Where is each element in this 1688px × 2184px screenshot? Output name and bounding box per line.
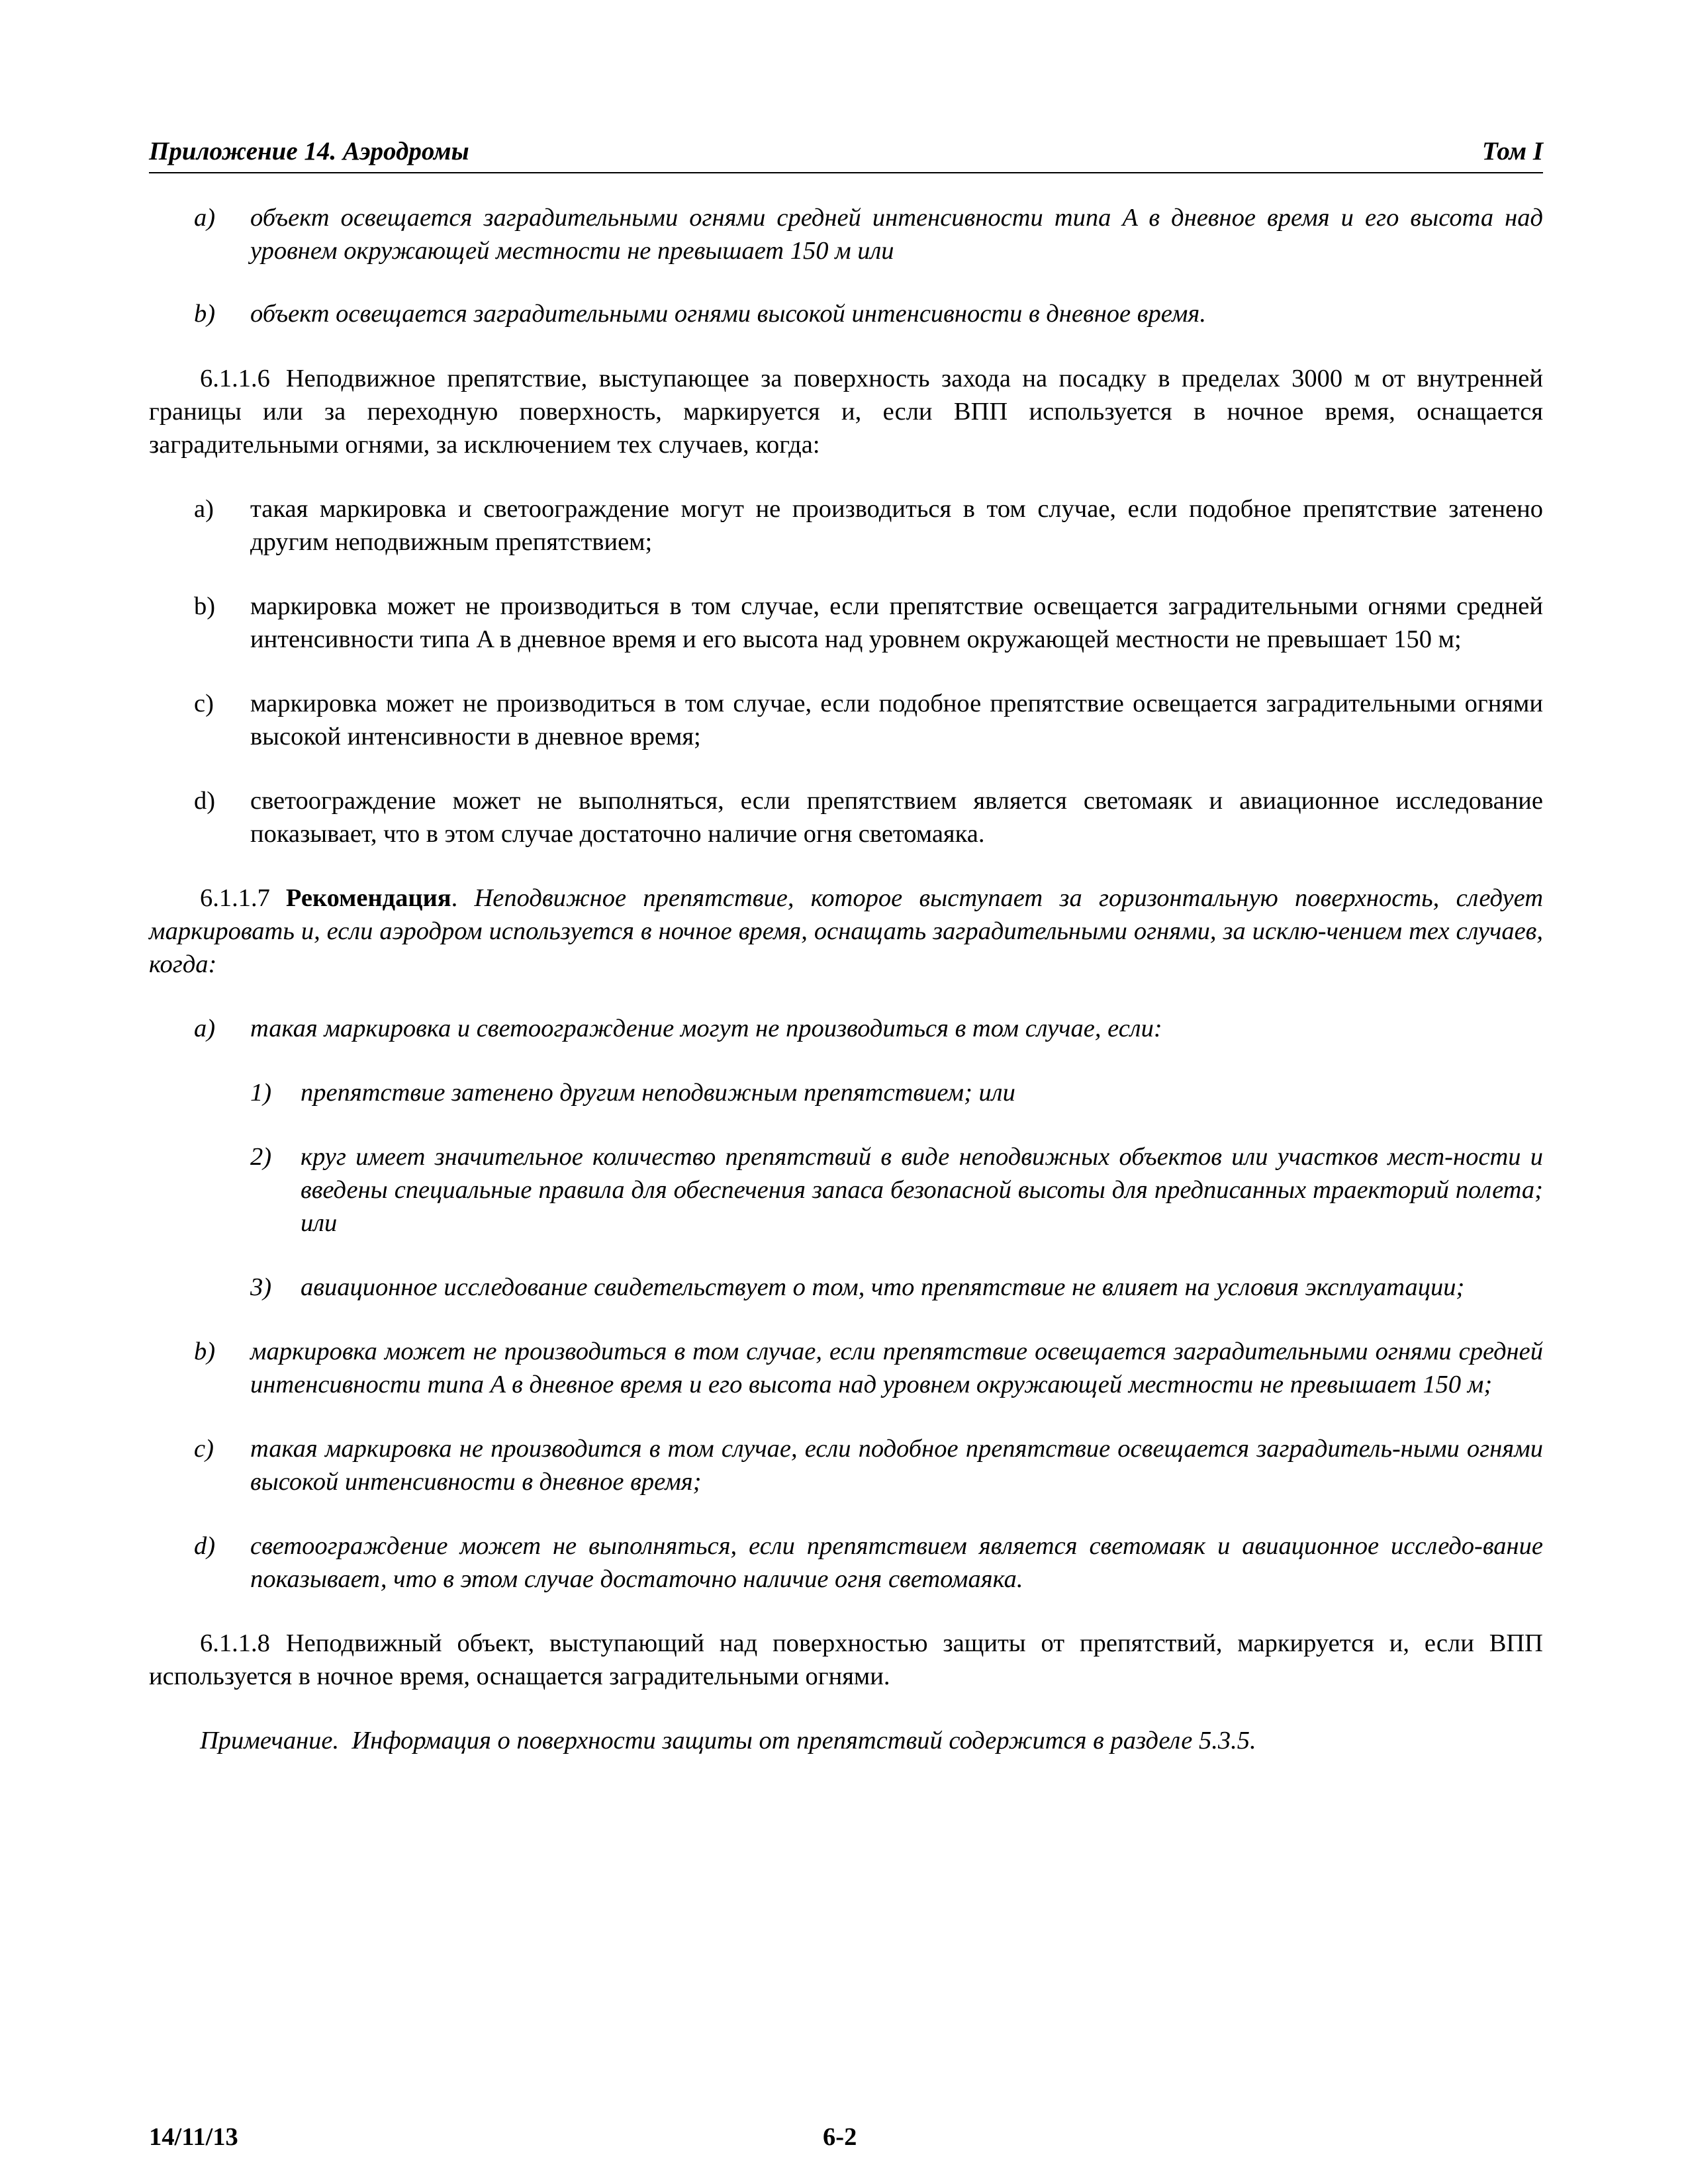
list-item-text: объект освещается заградительными огнями средней интенсивности типа A в дневное время и его высота над уровнем окружающей местности не превышает 150 м или [250, 204, 1543, 265]
list-item-text: такая маркировка не производится в том случае, если подобное препятствие освещается заградитель-ными огнями высокой интенсивности в дневное время; [250, 1435, 1543, 1496]
note-label: Примечание. [200, 1727, 340, 1754]
sub-list-item-label: 3) [250, 1273, 272, 1301]
list-item [149, 297, 1543, 330]
list-item-text: объект освещается заградительными огнями высокой интенсивности в дневное время. [250, 300, 1206, 328]
list-item [149, 687, 1543, 753]
list-item-label: b) [194, 300, 216, 328]
list-item [149, 492, 1543, 559]
list-item-text: светоограждение может не выполняться, если препятствием является светомаяк и авиационное исследо-вание показывает, что в этом случае достаточно наличие огня светомаяка. [250, 1532, 1543, 1593]
sub-list-item-label: 1) [250, 1079, 272, 1107]
list-item-label: a) [194, 495, 214, 523]
list-item-text: маркировка может не производиться в том случае, если препятствие освещается заградительными огнями средней интенсивности типа A в дневное время и его высота над уровнем окружающей местности не превышает 150 м; [250, 1338, 1543, 1398]
list-item-label: a) [194, 1015, 216, 1042]
note-text: Информация о поверхности защиты от препятствий содержится в разделе 5.3.5. [352, 1727, 1256, 1754]
list-item-label: a) [194, 204, 216, 232]
page-header [149, 132, 1543, 173]
paragraph-text: Неподвижное препятствие, которое выступает за горизонтальную поверхность, следует маркировать и, если аэродром используется в ночное время, оснащать заградительными огнями, за исклю-чением тех случаев, когда: [149, 884, 1543, 978]
recommendation-label: Рекомендация [285, 884, 451, 912]
sub-list-item-text: круг имеет значительное количество препятствий в виде неподвижных объектов или участков мест-ности и введены специальные правила для обеспечения запаса безопасной высоты для предписанных траекторий полета; или [301, 1143, 1543, 1237]
list-item-text: маркировка может не производиться в том случае, если подобное препятствие освещается заградительными огнями высокой интенсивности в дневное время; [250, 690, 1543, 751]
list-item [149, 201, 1543, 267]
list-item-label: c) [194, 1435, 214, 1463]
sub-list-item-text: препятствие затенено другим неподвижным препятствием; или [301, 1079, 1015, 1107]
paragraph-6-1-1-7: 6.1.1.7 Рекомендация. Неподвижное препятствие, которое выступает за горизонтальную поверхность, следует маркировать и, если аэродром используется в ночное время, оснащать заградительными огнями, за исклю-чением тех случаев, когда: [149, 884, 1543, 978]
list-item [149, 784, 1543, 850]
header-document-title: Приложение 14. Аэродромы [149, 137, 469, 165]
paragraph-number: 6.1.1.7 [200, 884, 270, 912]
paragraph-text: Неподвижное препятствие, выступающее за поверхность захода на посадку в пределах 3000 м от внутренней границы или за переходную поверхность, маркируется и, если ВПП используется в ночное время, оснащается заградительными огнями, за исключением тех случаев, когда: [149, 365, 1543, 459]
list-item-text: такая маркировка и светоограждение могут не производиться в том случае, если подобное препятствие затенено другим неподвижным препятствием; [250, 495, 1543, 556]
footer-date: 14/11/13 [149, 2123, 238, 2151]
header-volume: Том I [1481, 137, 1543, 165]
list-item [149, 1012, 1543, 1045]
list-item-label: c) [194, 690, 214, 717]
paragraph-number: 6.1.1.6 [200, 365, 270, 392]
paragraph-number: 6.1.1.8 [200, 1629, 270, 1657]
sub-list-item [149, 1076, 1543, 1109]
list-item [149, 1432, 1543, 1498]
sub-list-item-label: 2) [250, 1143, 272, 1171]
paragraph-text: Неподвижный объект, выступающий над поверхностью защиты от препятствий, маркируется и, если ВПП используется в ночное время, оснащается заградительными огнями. [149, 1629, 1543, 1690]
page-body [149, 201, 1543, 1757]
list-item [149, 1335, 1543, 1401]
sub-list-item [149, 1271, 1543, 1304]
list-item-text: такая маркировка и светоограждение могут не производиться в том случае, если: [250, 1015, 1162, 1042]
document-page [149, 0, 1543, 2184]
list-item-text: маркировка может не производиться в том случае, если препятствие освещается заградительными огнями средней интенсивности типа A в дневное время и его высота над уровнем окружающей местности не превышает 150 м; [250, 592, 1543, 653]
sub-list-item-text: авиационное исследование свидетельствует о том, что препятствие не влияет на условия эксплуатации; [301, 1273, 1465, 1301]
list-item [149, 590, 1543, 656]
paragraph-6-1-1-6 [149, 362, 1543, 461]
note [149, 1724, 1543, 1757]
list-item-label: b) [194, 1338, 216, 1365]
list-item-label: d) [194, 1532, 216, 1560]
paragraph-6-1-1-8 [149, 1627, 1543, 1693]
footer-page-number: 6-2 [823, 2123, 857, 2151]
list-item-label: d) [194, 787, 216, 815]
list-item-text: светоограждение может не выполняться, если препятствием является светомаяк и авиационное исследование показывает, что в этом случае достаточно наличие огня светомаяка. [250, 787, 1543, 848]
sub-list-item [149, 1140, 1543, 1240]
list-item-label: b) [194, 592, 216, 620]
list-item [149, 1529, 1543, 1596]
